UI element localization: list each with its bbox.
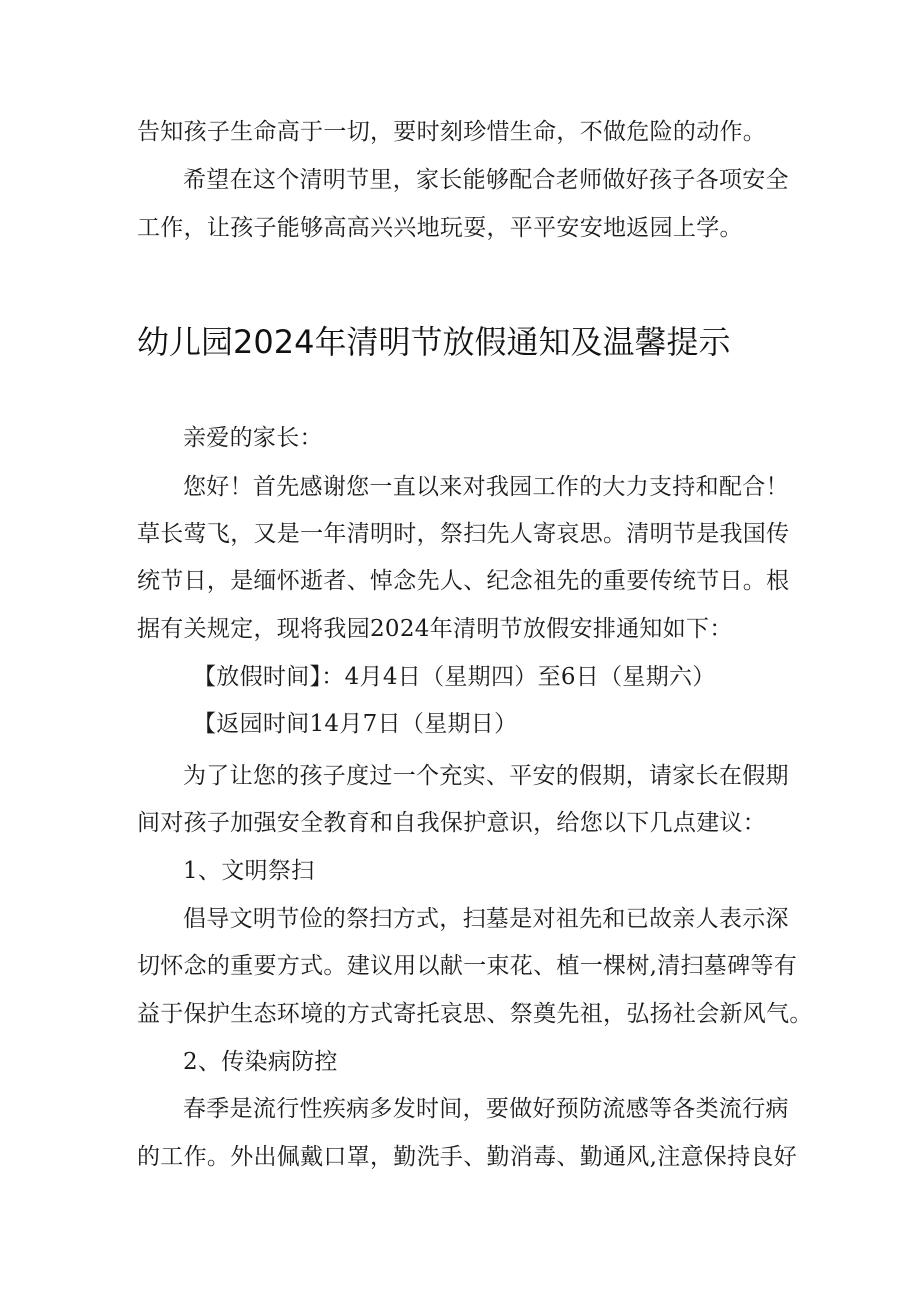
paragraph-line: 据有关规定，现将我园2024年清明节放假安排通知如下：	[137, 616, 733, 642]
paragraph-line: 倡导文明节俭的祭扫方式，扫墓是对祖先和已故亲人表示深	[183, 906, 789, 932]
paragraph-line: 您好！首先感谢您一直以来对我园工作的大力支持和配合！	[183, 474, 789, 500]
paragraph-line: 统节日，是缅怀逝者、悼念先人、纪念祖先的重要传统节日。根	[137, 568, 790, 594]
paragraph-line: 工作，让孩子能够高高兴兴地玩耍，平平安安地返园上学。	[137, 215, 743, 241]
paragraph-line: 的工作。外出佩戴口罩，勤洗手、勤消毒、勤通风,注意保持良好	[137, 1144, 798, 1170]
paragraph-line: 益于保护生态环境的方式寄托哀思、祭奠先祖，弘扬社会新风气。	[137, 1001, 813, 1027]
paragraph-line: 草长莺飞，又是一年清明时，祭扫先人寄哀思。清明节是我国传	[137, 521, 790, 547]
paragraph-line: 告知孩子生命高于一切，要时刻珍惜生命，不做危险的动作。	[137, 119, 767, 145]
section-heading: 1、文明祭扫	[183, 858, 315, 884]
paragraph-line: 间对孩子加强安全教育和自我保护意识，给您以下几点建议：	[137, 810, 767, 836]
paragraph-line: 为了让您的孩子度过一个充实、平安的假期，请家长在假期	[183, 763, 789, 789]
paragraph-line: 希望在这个清明节里，家长能够配合老师做好孩子各项安全	[183, 167, 789, 193]
greeting: 亲爱的家长：	[183, 425, 323, 451]
return-time: 【返园时间14月7日（星期日）	[193, 711, 518, 737]
paragraph-line: 春季是流行性疾病多发时间，要做好预防流感等各类流行病	[183, 1096, 789, 1122]
section-heading: 2、传染病防控	[183, 1049, 338, 1075]
holiday-time: 【放假时间】：4月4日（星期四）至6日（星期六）	[193, 664, 716, 690]
paragraph-line: 切怀念的重要方式。建议用以献一束花、植一棵树,清扫墓碑等有	[137, 953, 798, 979]
page-title: 幼儿园2024年清明节放假通知及温馨提示	[137, 323, 731, 361]
